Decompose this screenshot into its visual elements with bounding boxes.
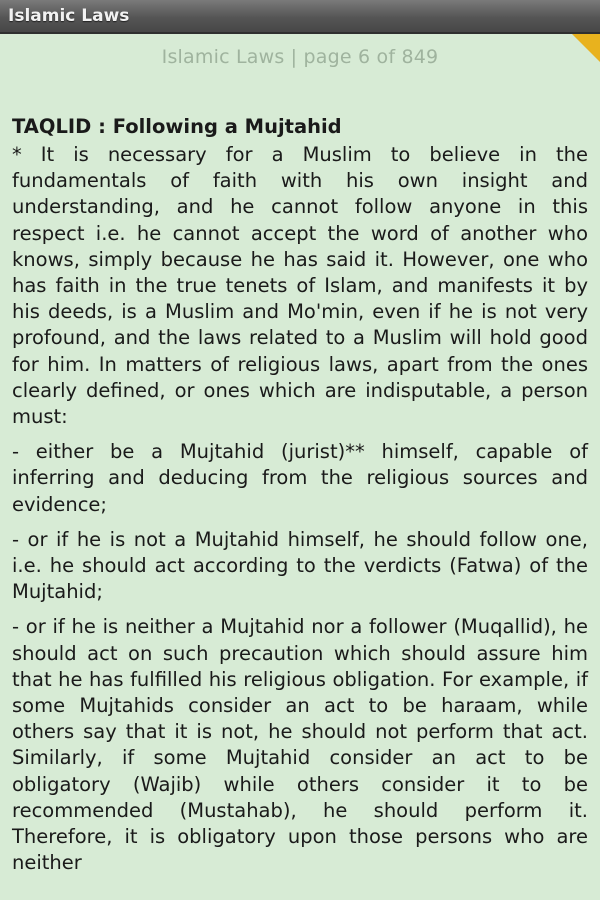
title-bar (0, 0, 600, 34)
paragraph-4: - or if he is neither a Mujtahid nor a follower (Muqallid), he should act on such precaution which should assure him that he has fulfilled his religious obligation. For example, if some Mujtahids consider an act to be haraam, while others say that it is not, he should not perform that act. Similarly, if some Mujtahid consider an act to be obligatory (Wajib) while others consider it to be recommended (Mustahab), he should perform it. Therefore, it is obligatory upon those persons who are neither (12, 615, 588, 875)
paragraph-2: - either be a Mujtahid (jurist)** himself, capable of inferring and deducing from the religious sources and evidence; (12, 440, 588, 516)
page-content (12, 114, 588, 885)
paragraph-3: - or if he is not a Mujtahid himself, he should follow one, i.e. he should act according to the verdicts (Fatwa) of the Mujtahid; (12, 527, 588, 604)
app-title: Islamic Laws (8, 6, 130, 26)
section-heading: TAQLID : Following a Mujtahid (12, 115, 342, 138)
reading-page[interactable] (0, 34, 600, 900)
paragraph-1: * It is necessary for a Muslim to believe in the fundamentals of faith with his own insight and understanding, and he cannot follow anyone in this respect i.e. he cannot accept the word of another who knows, simply because he has said it. However, one who has faith in the true tenets of Islam, and manifests it by his deeds, is a Muslim and Mo'min, even if he is not very profound, and the laws related to a Muslim will hold good for him. In matters of religious laws, apart from the ones clearly defined, or ones which are indisputable, a person must: (12, 143, 588, 429)
page-header: Islamic Laws | page 6 of 849 (161, 46, 439, 68)
